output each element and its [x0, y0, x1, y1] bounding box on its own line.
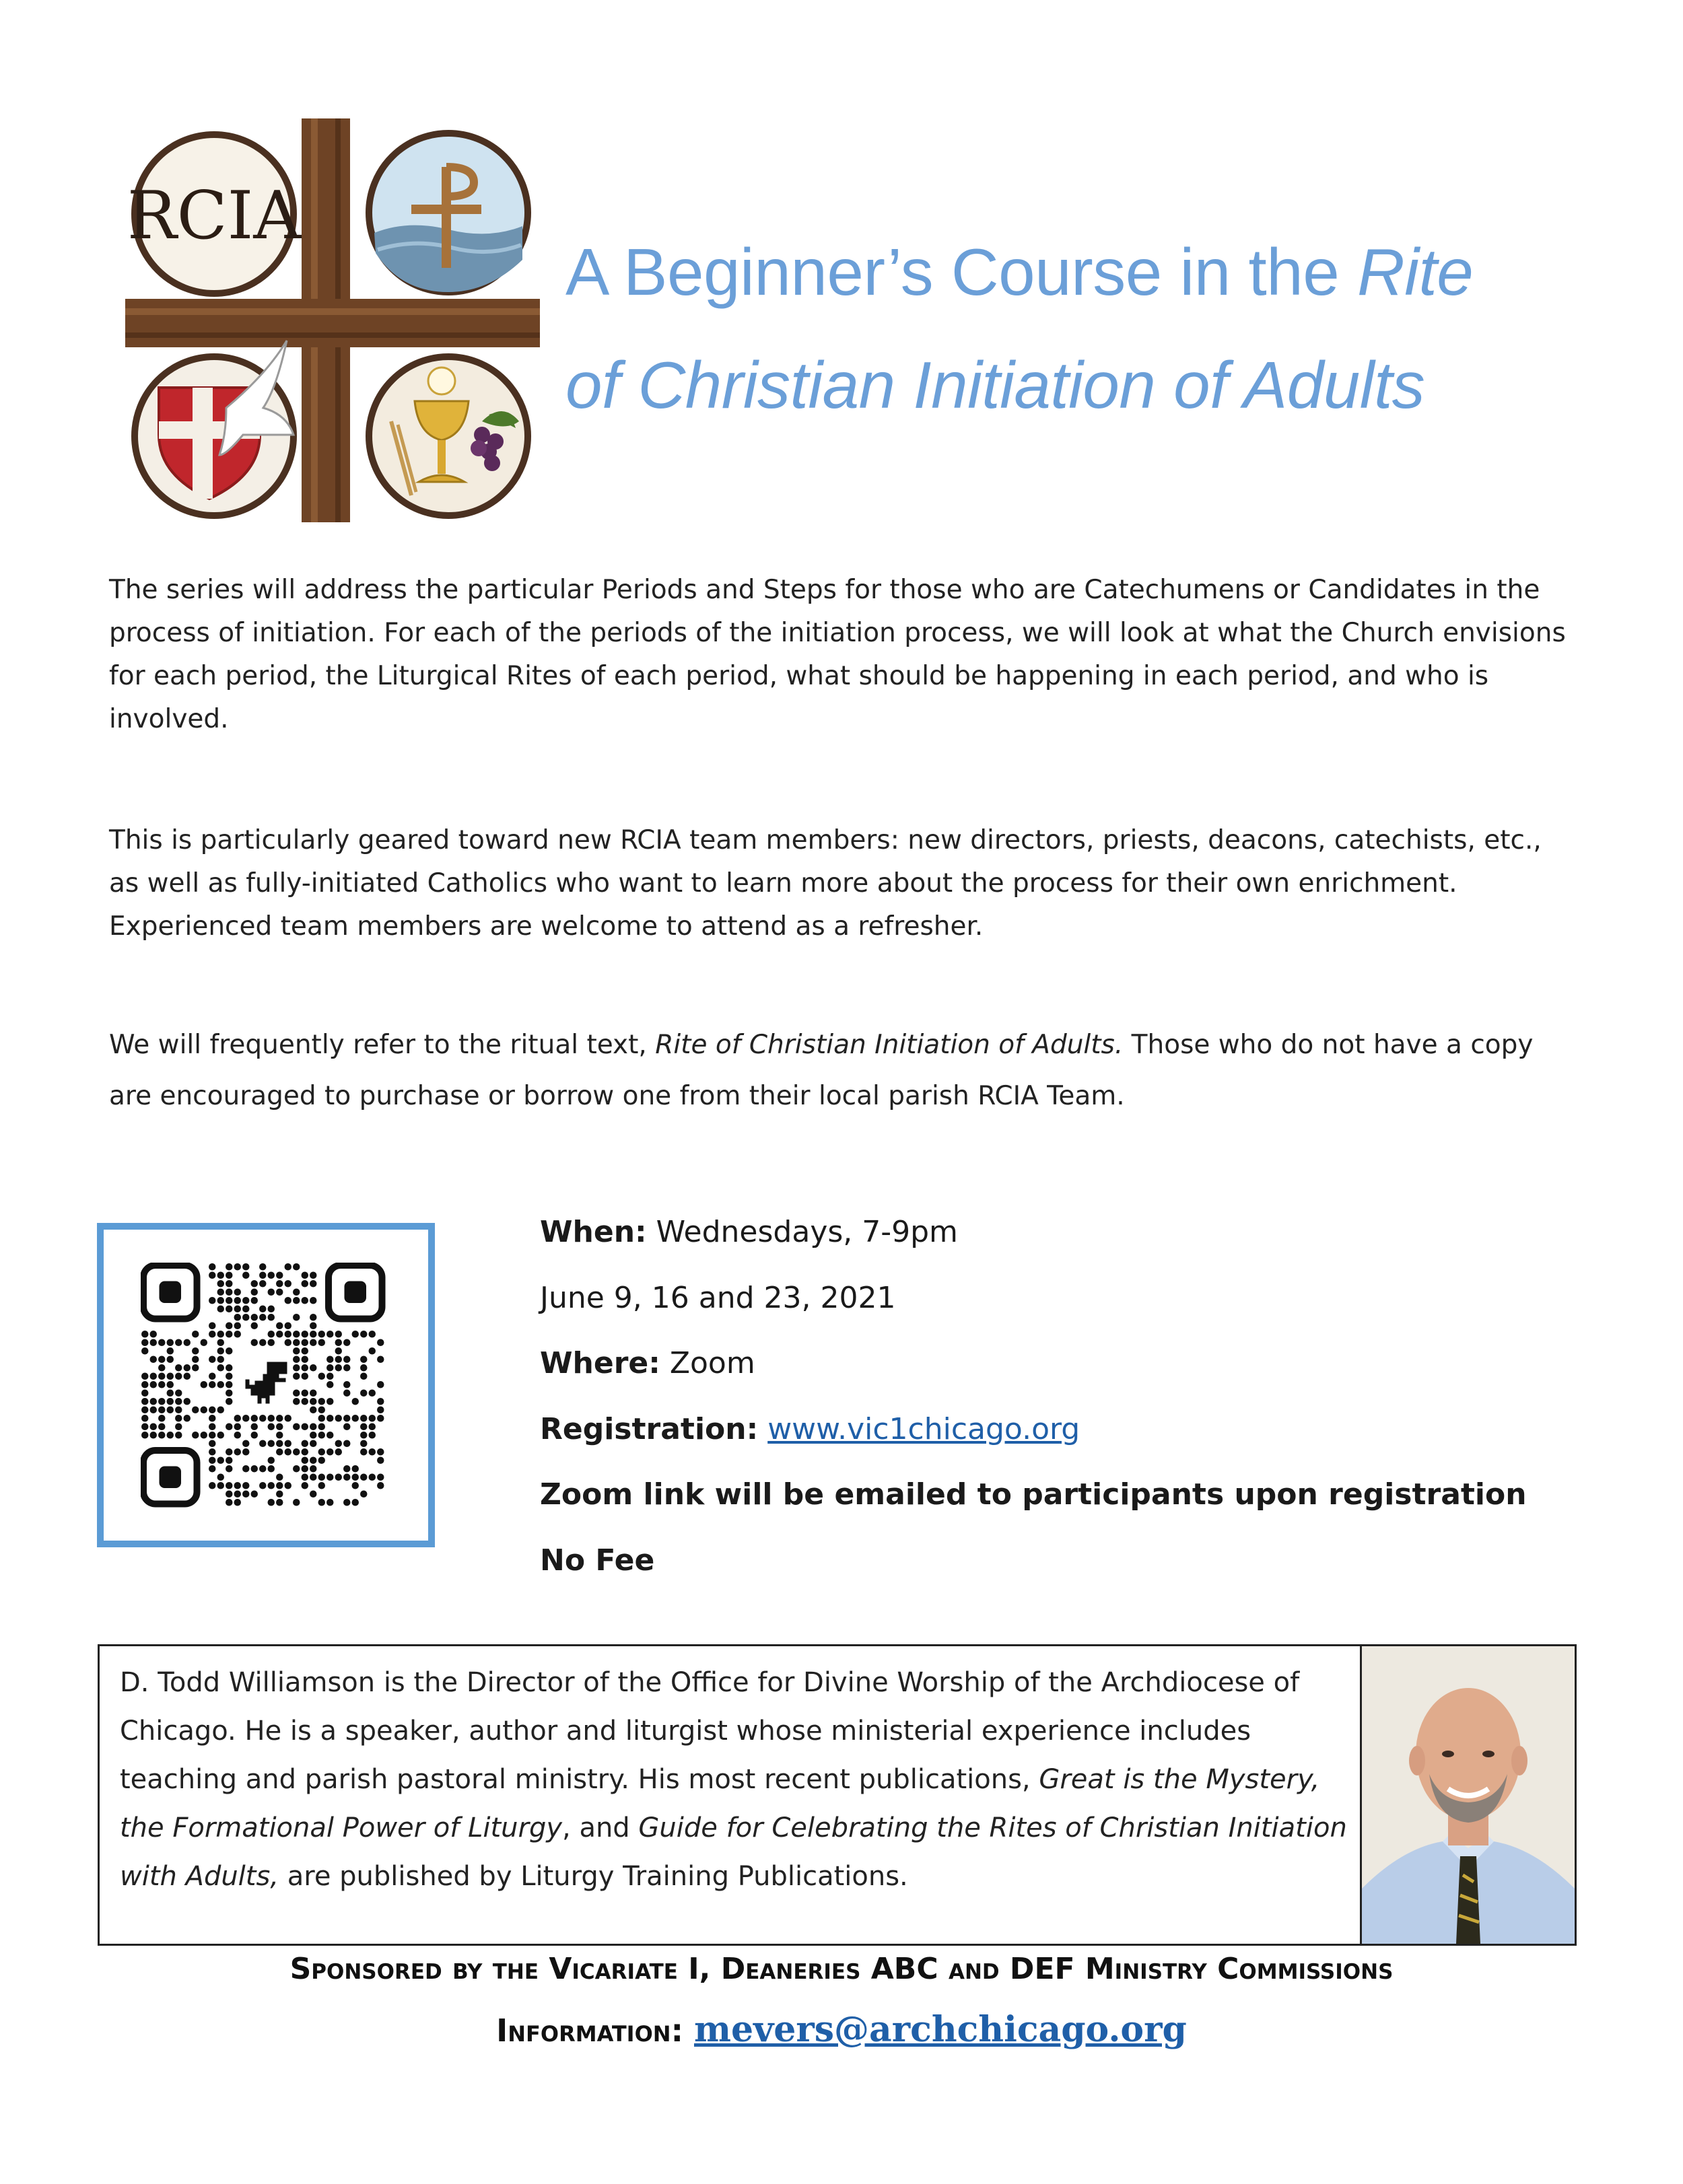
speaker-photo — [1360, 1644, 1577, 1946]
intro-paragraph-text: The series will address the particular Periods and Steps for those who are Catechumens or Candidates in the process of initiation. For each of the periods of the initiation process, we will look at what the Church envisions for each period, the Liturgical Rites of each period, what should be happening in each period, and who is involved. — [109, 575, 1566, 734]
contact-email-link[interactable]: mevers@archchicago.org — [693, 2009, 1187, 2050]
title-line-1 — [565, 215, 1616, 328]
ritual-text-after: Those who do not have a copy are encouraged to purchase or borrow one from their local parish RCIA Team. — [109, 1030, 1534, 1111]
page-title — [565, 215, 1616, 442]
dates-value: June 9, 16 and 23, 2021 — [540, 1280, 896, 1315]
sponsor-line: Sponsored by the Vicariate I, Deaneries ABC and DEF Ministry Commissions — [289, 1952, 1394, 1986]
registration-row — [540, 1406, 1651, 1472]
qr-code[interactable] — [141, 1263, 391, 1508]
dove-shield-icon — [135, 341, 294, 516]
speaker-bio — [120, 1658, 1352, 1901]
speaker-portrait — [1362, 1646, 1575, 1944]
ritual-text-before: We will frequently refer to the ritual text, — [109, 1030, 656, 1060]
where-label: Where: — [540, 1346, 660, 1380]
title-line-2: of Christian Initiation of Adults — [565, 348, 1425, 422]
rcia-logo — [125, 118, 540, 522]
information-line — [0, 2009, 1683, 2050]
bio-intro: D. Todd Williamson is the Director of the Office for Divine Worship of the Archdiocese of Chicago. He is a speaker, author and liturgist whose ministerial experience includes teaching and parish pastoral ministry. His most recent publications, — [120, 1667, 1300, 1795]
bio-connector: , and — [562, 1812, 639, 1843]
fee-row — [540, 1537, 1651, 1603]
zoom-note-row — [540, 1471, 1651, 1537]
when-label: When: — [540, 1215, 647, 1249]
fee-text: No Fee — [540, 1543, 655, 1578]
information-label: Information: — [496, 2012, 694, 2049]
title-line-1-italic: Rite — [1356, 235, 1474, 309]
audience-paragraph-text: This is particularly geared toward new RCIA team members: new directors, priests, deacons, catechists, etc., as well as fully-initiated Catholics who want to learn more about the process for their own enrichment. Experienced team members are welcome to attend as a refresher. — [109, 825, 1542, 942]
when-value: Wednesdays, 7-9pm — [646, 1215, 958, 1249]
rcia-logo-graphic — [125, 118, 540, 522]
when-row — [540, 1209, 1651, 1275]
registration-label: Registration: — [540, 1411, 759, 1446]
audience-paragraph — [109, 819, 1573, 948]
intro-paragraph — [109, 569, 1573, 741]
zoom-note: Zoom link will be emailed to participants upon registration — [540, 1477, 1527, 1512]
chi-rho-cross-icon — [369, 133, 528, 292]
ritual-text-title: Rite of Christian Initiation of Adults. — [655, 1030, 1124, 1060]
chalice-wheat-grapes-icon — [369, 357, 528, 516]
title-line-1-plain: A Beginner’s Course in the — [565, 235, 1357, 309]
bio-end: are published by Liturgy Training Publications. — [279, 1861, 908, 1892]
bio-publication-2: Guide for Celebrating the Rites of Christian Initiation with Adults, — [120, 1812, 1347, 1892]
where-row — [540, 1340, 1651, 1406]
rcia-logo-text: RCIA — [127, 178, 302, 254]
where-value: Zoom — [660, 1346, 755, 1380]
bio-publication-1: Great is the Mystery, the Formational Power of Liturgy — [120, 1764, 1320, 1843]
speaker-bio-box — [98, 1644, 1363, 1946]
event-details — [540, 1209, 1651, 1602]
registration-link[interactable]: www.vic1chicago.org — [767, 1411, 1080, 1446]
dates-row — [540, 1275, 1651, 1341]
qr-code-frame — [97, 1223, 435, 1547]
ritual-text-paragraph — [109, 1020, 1573, 1122]
